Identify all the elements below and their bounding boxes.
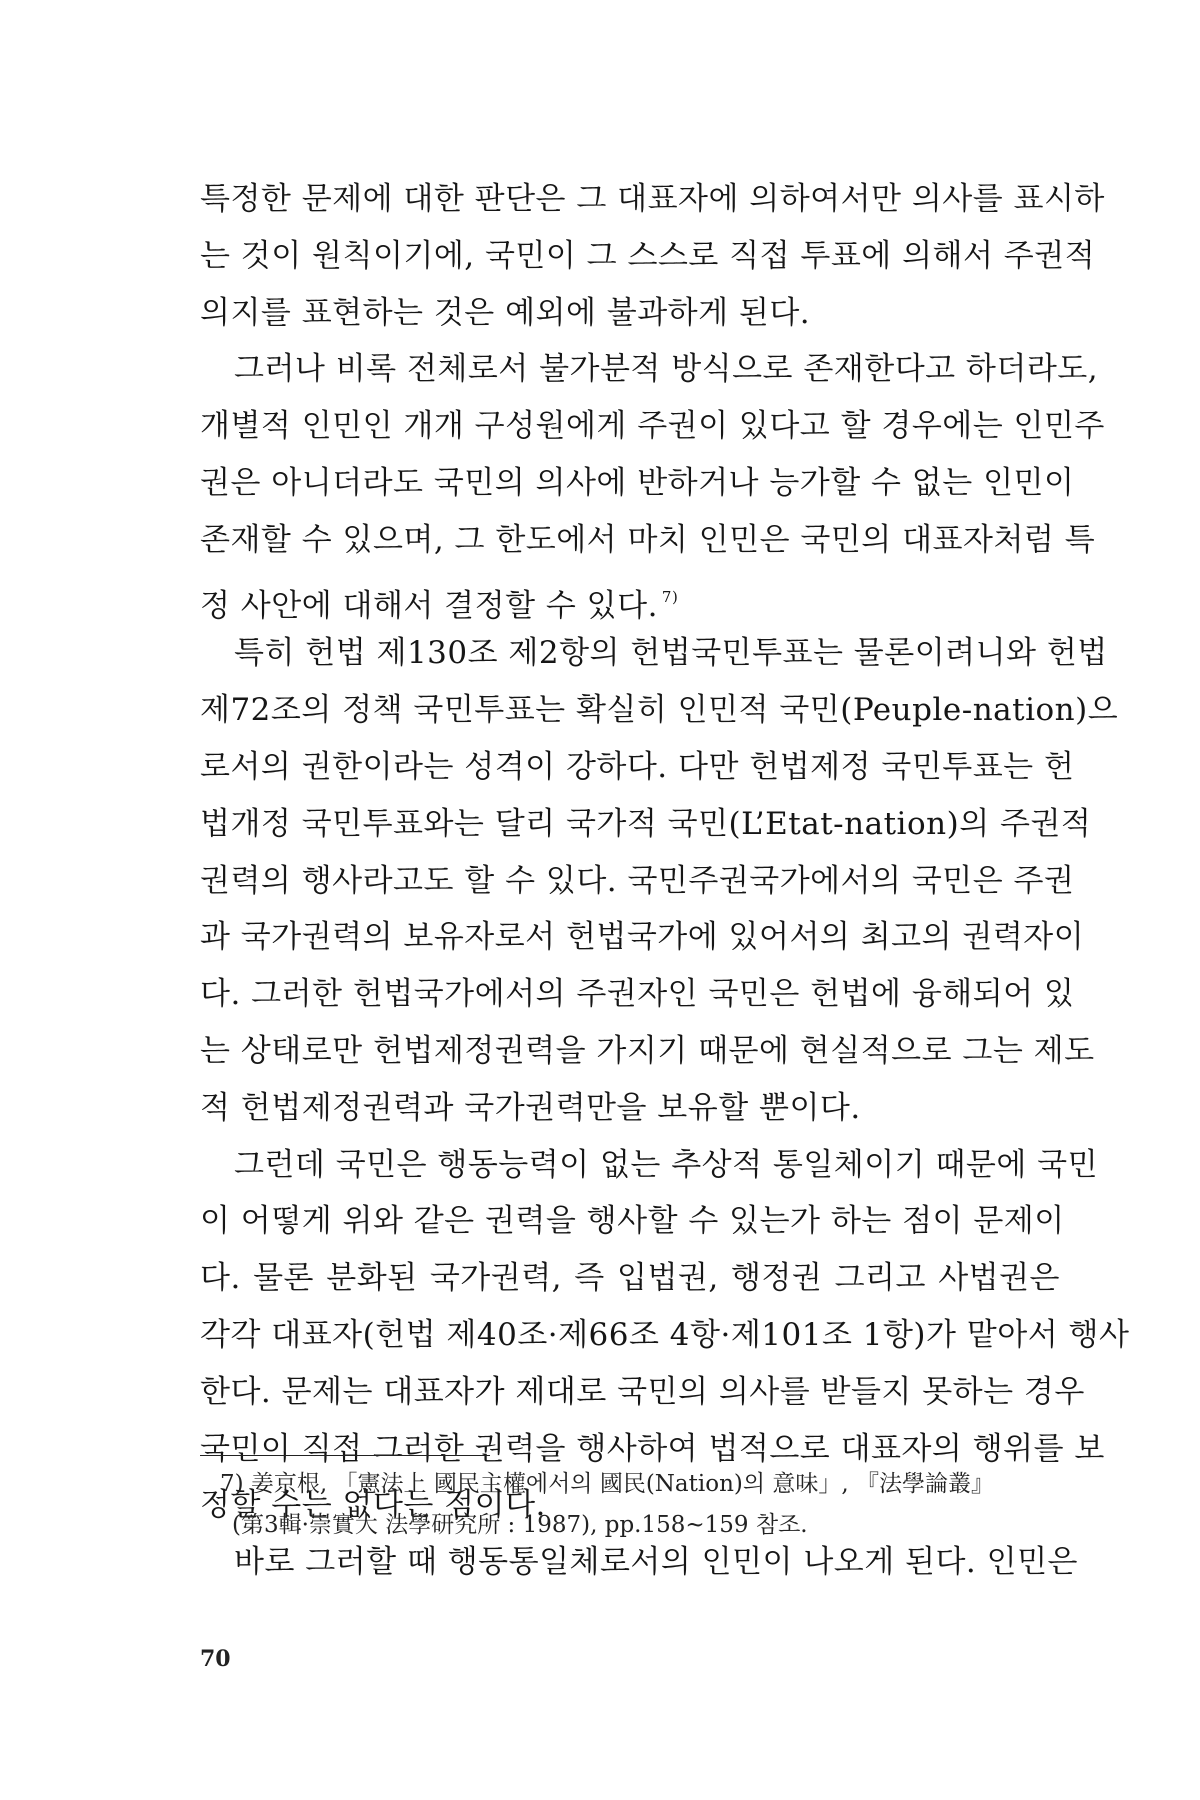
text-line: 각각 대표자(헌법 제40조·제66조 4항·제101조 1항)가 맡아서 행사 xyxy=(200,1316,1130,1353)
footnote-line: (第3輯·崇實大 法學研究所 : 1987), pp.158~159 참조. xyxy=(232,1512,808,1538)
body-text xyxy=(200,176,1130,1596)
text-line: 는 것이 원칙이기에, 국민이 그 스스로 직접 투표에 의해서 주권적 xyxy=(200,237,1096,274)
text-line: 한다. 문제는 대표자가 제대로 국민의 의사를 받들지 못하는 경우 xyxy=(200,1373,1085,1410)
text-line: 법개정 국민투표와는 달리 국가적 국민(L’Etat-nation)의 주권적 xyxy=(200,805,1092,842)
text-line: 존재할 수 있으며, 그 한도에서 마치 인민은 국민의 대표자처럼 특 xyxy=(200,521,1096,558)
text-line: 의지를 표현하는 것은 예외에 불과하게 된다. xyxy=(200,294,811,331)
text-line: 그러나 비록 전체로서 불가분적 방식으로 존재한다고 하더라도, xyxy=(234,351,1099,388)
text-line: 다. 물론 분화된 국가권력, 즉 입법권, 행정권 그리고 사법권은 xyxy=(200,1260,1060,1297)
text-line: 특정한 문제에 대한 판단은 그 대표자에 의하여서만 의사를 표시하 xyxy=(200,181,1105,217)
text-line: 적 헌법제정권력과 국가권력만을 보유할 뿐이다. xyxy=(200,1089,861,1126)
text-line: 권은 아니더라도 국민의 의사에 반하거나 능가할 수 없는 인민이 xyxy=(200,464,1075,501)
text-line: 제72조의 정책 국민투표는 확실히 인민적 국민(Peuple-nation)으 xyxy=(200,692,1119,729)
text-line: 로서의 권한이라는 성격이 강하다. 다만 헌법제정 국민투표는 헌 xyxy=(200,748,1075,785)
text-line: 바로 그러할 때 행동통일체로서의 인민이 나오게 된다. 인민은 xyxy=(234,1544,1078,1581)
text-line: 이 어떻게 위와 같은 권력을 행사할 수 있는가 하는 점이 문제이 xyxy=(200,1203,1065,1240)
text-line: 권력의 행사라고도 할 수 있다. 국민주권국가에서의 국민은 주권 xyxy=(200,862,1075,899)
text-line: 국민이 직접 그러한 권력을 행사하여 법적으로 대표자의 행위를 보 xyxy=(200,1430,1105,1467)
text-line: 정 사안에 대해서 결정할 수 있다. xyxy=(200,587,658,624)
text-line: 다. 그러한 헌법국가에서의 주권자인 국민은 헌법에 융해되어 있 xyxy=(200,976,1075,1013)
footnote-divider xyxy=(200,1455,490,1456)
text-line-with-footnote xyxy=(200,574,1060,631)
footnote xyxy=(220,1464,1060,1546)
text-line: 는 상태로만 헌법제정권력을 가지기 때문에 현실적으로 그는 제도 xyxy=(200,1032,1095,1069)
footnote-reference: 7) xyxy=(661,587,679,606)
text-line: 특히 헌법 제130조 제2항의 헌법국민투표는 물론이려니와 헌법 xyxy=(234,635,1108,672)
text-line: 그런데 국민은 행동능력이 없는 추상적 통일체이기 때문에 국민 xyxy=(234,1146,1099,1183)
page-number: 70 xyxy=(200,1646,231,1672)
text-line: 정할 수는 없다는 점이다. xyxy=(200,1487,546,1524)
text-line: 과 국가권력의 보유자로서 헌법국가에 있어서의 최고의 권력자이 xyxy=(200,919,1085,956)
footnote-line: 7) 姜京根, 「憲法上 國民主權에서의 國民(Nation)의 意味」, 『法學論叢』 xyxy=(220,1471,995,1497)
text-line: 개별적 인민인 개개 구성원에게 주권이 있다고 할 경우에는 인민주 xyxy=(200,408,1105,445)
